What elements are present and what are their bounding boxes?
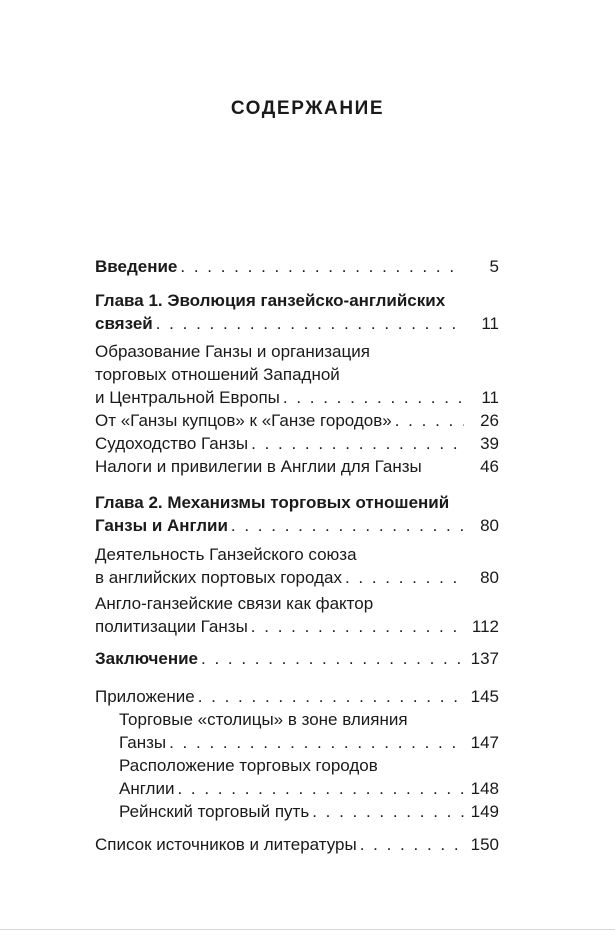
toc-entry-title: политизации Ганзы	[95, 617, 248, 636]
toc-page-number: 145	[470, 687, 499, 706]
toc-entry-section-1-1[interactable]	[95, 386, 499, 410]
dot-leader	[360, 833, 464, 857]
toc-entry-title: Введение	[95, 257, 178, 276]
toc-entry-bibliography[interactable]	[95, 833, 499, 857]
toc-page-number: 137	[470, 649, 499, 668]
toc-entry-appendix-3[interactable]	[95, 800, 499, 824]
toc-entry-section-1-4[interactable]	[95, 455, 499, 479]
toc-entry-title: Ганзы	[119, 733, 167, 752]
dot-leader	[169, 731, 464, 755]
toc-page-number: 147	[470, 733, 499, 752]
toc-entry-title: Приложение	[95, 687, 195, 706]
toc-entry-section-1-2[interactable]	[95, 409, 499, 433]
page-edge-divider	[0, 929, 615, 930]
toc-entry-title: Заключение	[95, 649, 198, 668]
toc-entry-appendix-1[interactable]	[95, 731, 499, 755]
toc-entry-conclusion[interactable]	[95, 647, 499, 671]
dot-leader	[251, 615, 464, 639]
toc-section-1-1-line2: торговых отношений Западной	[95, 365, 340, 384]
toc-section-1-1-line1: Образование Ганзы и организация	[95, 342, 370, 361]
dot-leader	[180, 255, 464, 279]
dot-leader	[201, 647, 464, 671]
toc-entry-section-1-3[interactable]	[95, 432, 499, 456]
toc-section-2-2-line1: Англо-ганзейские связи как фактор	[95, 594, 374, 613]
toc-entry-appendix[interactable]	[95, 685, 499, 709]
toc-entry-title: Рейнский торговый путь	[119, 802, 310, 821]
toc-entry-section-2-1[interactable]	[95, 566, 499, 590]
toc-entry-title: и Центральной Европы	[95, 388, 280, 407]
toc-entry-introduction[interactable]	[95, 255, 499, 279]
toc-entry-appendix-2[interactable]	[95, 777, 499, 801]
dot-leader	[251, 432, 464, 456]
toc-chapter-1-title-line1: Глава 1. Эволюция ганзейско-английских	[95, 291, 446, 310]
toc-entry-title: Ганзы и Англии	[95, 516, 228, 535]
toc-page-number: 11	[481, 388, 499, 407]
toc-chapter-2-title-line1: Глава 2. Механизмы торговых отношений	[95, 493, 450, 512]
dot-leader	[156, 312, 464, 336]
dot-leader	[231, 514, 464, 538]
toc-page-number: 11	[481, 314, 499, 333]
toc-entry-title: Налоги и привилегии в Англии для Ганзы	[95, 457, 422, 476]
toc-appendix-2-line1: Расположение торговых городов	[119, 756, 378, 775]
toc-entry-section-2-2[interactable]	[95, 615, 499, 639]
toc-entry-title: Судоходство Ганзы	[95, 434, 249, 453]
toc-page-number: 150	[470, 835, 499, 854]
dot-leader	[177, 777, 464, 801]
toc-page-number: 148	[470, 779, 499, 798]
dot-leader	[345, 566, 464, 590]
toc-entry-title: в английских портовых городах	[95, 568, 342, 587]
dot-leader	[312, 800, 464, 824]
toc-page-number: 5	[489, 257, 499, 276]
toc-page-number: 149	[470, 802, 499, 821]
dot-leader	[198, 685, 464, 709]
toc-page-number: 80	[480, 568, 499, 587]
toc-entry-title: Список источников и литературы	[95, 835, 357, 854]
toc-entry-title: Англии	[119, 779, 175, 798]
toc-entry-title: связей	[95, 314, 153, 333]
page-title: СОДЕРЖАНИЕ	[230, 98, 385, 119]
toc-page-number: 80	[480, 516, 499, 535]
toc-page-number: 39	[480, 434, 499, 453]
toc-entry-chapter-2[interactable]	[95, 514, 499, 538]
dot-leader	[395, 409, 464, 433]
toc-page-number: 112	[471, 617, 499, 636]
dot-leader	[283, 386, 464, 410]
toc-page-number: 26	[480, 411, 499, 430]
toc-entry-chapter-1[interactable]	[95, 312, 499, 336]
toc-page-number: 46	[480, 457, 499, 476]
toc-appendix-1-line1: Торговые «столицы» в зоне влияния	[119, 710, 408, 729]
toc-section-2-1-line1: Деятельность Ганзейского союза	[95, 545, 357, 564]
toc-entry-title: От «Ганзы купцов» к «Ганзе городов»	[95, 411, 392, 430]
